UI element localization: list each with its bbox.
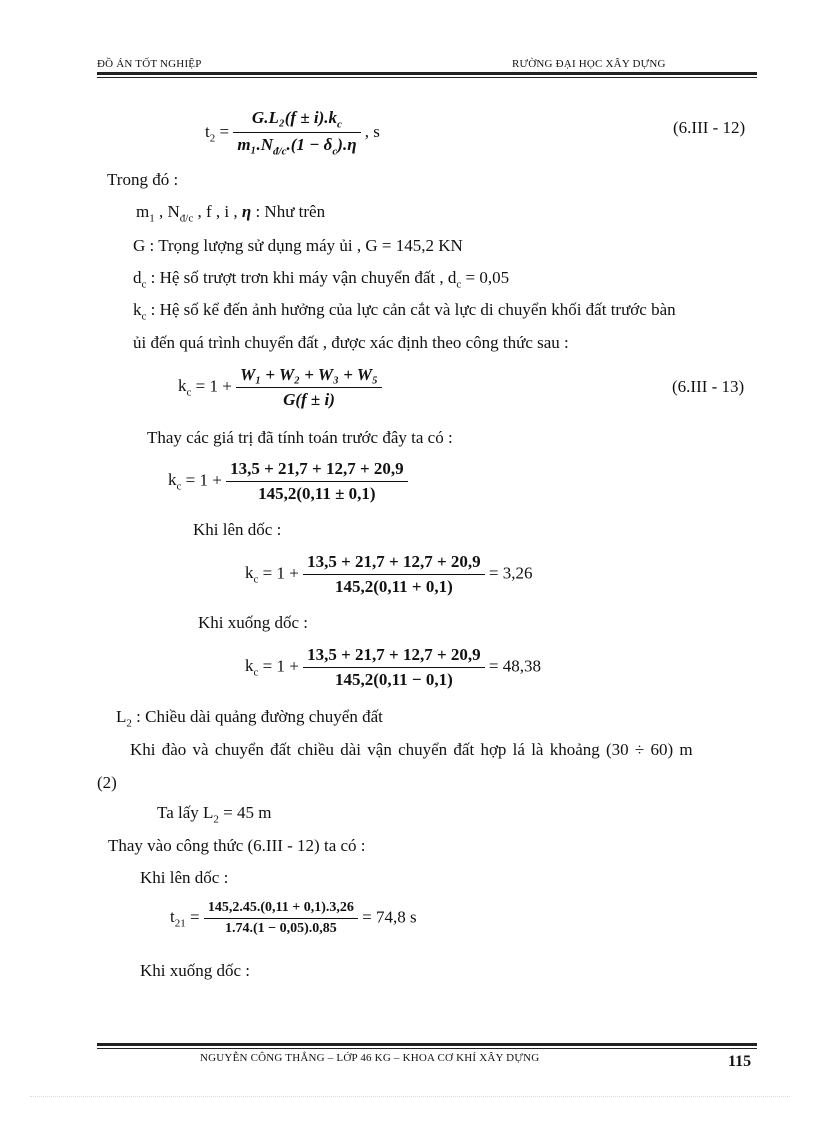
thay-text: Thay các giá trị đã tính toán trước đây ta có : — [147, 428, 453, 447]
eq13-equals: = 1 + — [195, 376, 232, 396]
line-L2: $L_2$ : Chiều dài quảng đường chuyển đất — [116, 707, 383, 730]
eq12-fraction — [233, 108, 360, 158]
line-kc: $k_c$ : Hệ số kể đến ảnh hưởng của lực cản cắt và lực di chuyển khối đất trước bàn — [133, 300, 676, 323]
eqt21-numerator: 145,2.45.(0,11 + 0,1).3,26 — [204, 900, 358, 919]
eq13-label: (6.III - 13) — [672, 377, 745, 396]
ta-lay: Ta lấy $L_2 = 45$ m — [157, 803, 272, 826]
eqt21-denominator: 1.74.(1 − 0,05).0,85 — [224, 921, 337, 936]
eqsub-numerator: 13,5 + 21,7 + 12,7 + 20,9 — [226, 459, 408, 482]
line-dc: $d_c$ : Hệ số trượt trơn khi máy vận chuyển đất , $d_c = 0,05$ — [133, 268, 510, 291]
khi-dao-cont: (2) — [97, 773, 117, 792]
equation-6-III-12 — [205, 108, 380, 158]
eqsub-equals: = 1 + — [185, 470, 222, 490]
eqdown-equals: = 1 + — [262, 656, 299, 676]
eqdown-result: = 48,38 — [488, 656, 541, 676]
equation-t21 — [170, 900, 417, 937]
eq12-label: (6.III - 12) — [673, 118, 746, 137]
header-left: ĐỒ ÁN TỐT NGHIỆP — [97, 58, 202, 70]
equation-substitution — [168, 459, 408, 504]
eq12-equals: = — [219, 121, 230, 141]
eqt21-lhs: $t_{21}$ — [170, 907, 186, 930]
footer-text: NGUYỄN CÔNG THẮNG – LỚP 46 KG – KHOA CƠ KHÍ XÂY DỰNG — [200, 1052, 540, 1064]
khi-len-doc-2: Khi lên dốc : — [140, 868, 229, 887]
eqdown-denominator: 145,2(0,11 − 0,1) — [334, 670, 453, 689]
eq12-unit: , s — [364, 121, 380, 141]
eq12-denominator: $m_1.N_{đ/c}.(1 - \delta_c).\eta$ — [237, 135, 357, 158]
khi-len-doc: Khi lên dốc : — [193, 520, 282, 539]
eqsub-lhs: $k_c$ — [168, 470, 182, 493]
eq13-numerator: W₁ + W₂ + W₃ + W₅ — [236, 365, 382, 388]
eqsub-denominator: 145,2(0,11 ± 0,1) — [258, 484, 376, 503]
eqt21-result: = 74,8 s — [362, 907, 417, 927]
footer-rule-thin — [97, 1048, 757, 1049]
eqdown-lhs: $k_c$ — [245, 656, 259, 679]
equp-equals: = 1 + — [262, 563, 299, 583]
page-number: 115 — [728, 1053, 752, 1070]
eq13-lhs: $k_c$ — [178, 376, 192, 399]
equp-result: = 3,26 — [488, 563, 533, 583]
khi-xuong-doc-2: Khi xuống dốc : — [140, 961, 251, 980]
line-kc-cont: ủi đến quá trình chuyển đất , được xác định theo công thức sau : — [133, 333, 569, 352]
line-G: G : Trọng lượng sử dụng máy ủi , G = 145,2 KN — [133, 236, 463, 255]
equation-uphill — [245, 552, 532, 597]
trong-do: Trong đó : — [107, 170, 179, 189]
equation-downhill — [245, 645, 541, 690]
eqt21-equals: = — [189, 907, 200, 927]
thay-vao: Thay vào công thức (6.III - 12) ta có : — [108, 836, 366, 855]
eqsub-fraction — [226, 459, 408, 504]
equp-lhs: $k_c$ — [245, 563, 259, 586]
header-right: RƯỜNG ĐẠI HỌC XÂY DỰNG — [512, 58, 666, 70]
eqdown-numerator: 13,5 + 21,7 + 12,7 + 20,9 — [303, 645, 485, 668]
header-rule-thin — [97, 77, 757, 78]
khi-dao: Khi đào và chuyển đất chiều dài vận chuyển đất hợp lá là khoảng (30 ÷ 60) m — [130, 740, 693, 759]
eq12-numerator: $G.L_2(f \pm i).k_c$ — [233, 108, 360, 133]
line-m1: $m_1$ , $N_{đ/c}$ , f , i , η : Như trên — [136, 202, 326, 225]
footer-rule-thick — [97, 1043, 757, 1046]
eqdown-fraction — [303, 645, 485, 690]
equp-denominator: 145,2(0,11 + 0,1) — [334, 577, 453, 596]
bottom-dotted-line — [30, 1096, 790, 1097]
equation-6-III-13 — [178, 365, 382, 410]
khi-xuong-doc: Khi xuống dốc : — [198, 613, 309, 632]
equp-fraction — [303, 552, 485, 597]
header-rule-thick — [97, 72, 757, 75]
eq12-lhs: $t_2$ — [205, 121, 216, 145]
eqt21-fraction — [204, 900, 358, 937]
eq13-denominator: G(f ± i) — [283, 390, 335, 409]
equp-numerator: 13,5 + 21,7 + 12,7 + 20,9 — [303, 552, 485, 575]
eq13-fraction — [236, 365, 382, 410]
